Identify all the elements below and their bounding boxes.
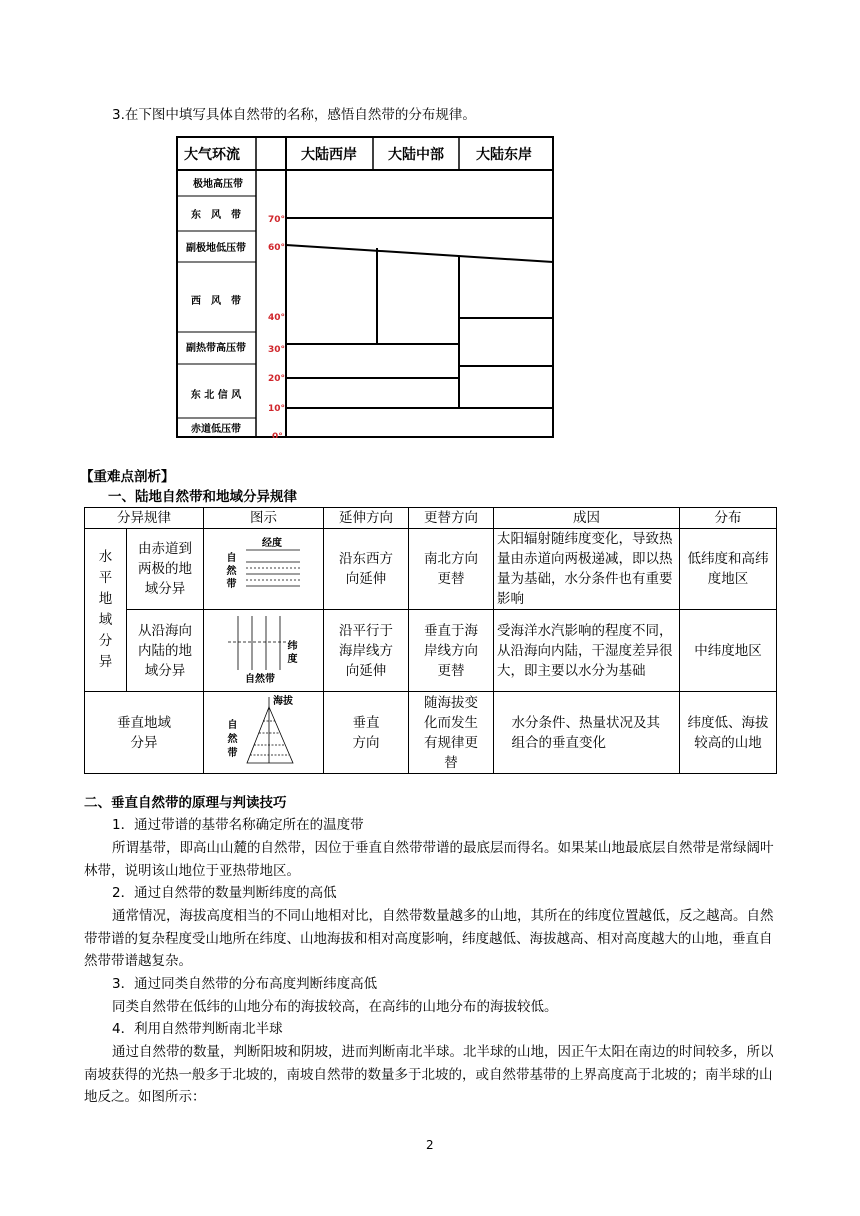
latitudinal-zonation-figure: 经度 自然带	[226, 538, 282, 590]
row3-type: 垂直地域分异	[85, 692, 204, 774]
row3-figure	[204, 692, 324, 774]
table-header: 分异规律	[85, 508, 204, 529]
belt-polar-easterlies: 东 风 带	[191, 210, 241, 221]
zonation-table	[84, 507, 777, 774]
row1-cause: 太阳辐射随纬度变化，导致热量由赤道向两极递减，即以热量为基础，水分条件也有重要影响	[494, 529, 680, 610]
point-2-title: 2．通过自然带的数量判断纬度的高低	[112, 885, 337, 901]
page-number: 2	[426, 1138, 434, 1152]
table-row	[85, 692, 777, 774]
row1-figure	[204, 529, 324, 610]
row2-distribution: 中纬度地区	[680, 610, 777, 692]
svg-text:海拔: 海拔	[272, 695, 293, 707]
lat-20-label: 20°	[268, 374, 286, 384]
point-2-body: 通常情况，海拔高度相当的不同山地相对比，自然带数量越多的山地，其所在的纬度位置越低，反之越高。自然带带谱的复杂程度受山地所在纬度、山地海拔和相对高度影响，纬度越低、海拔越高、相对高度越大的山地，垂直自然带带谱越复杂。	[84, 908, 774, 969]
table-header-row	[85, 508, 777, 529]
horizontal-zonation-cell	[85, 529, 127, 692]
row3-distribution: 纬度低、海拔较高的山地	[680, 692, 777, 774]
lat-70-label: 70°	[268, 215, 286, 225]
row3-replace: 随海拔变化而发生有规律更替	[409, 692, 494, 774]
subsection-heading-2: 二、垂直自然带的原理与判读技巧	[84, 795, 287, 811]
row3-extend: 垂直方向	[324, 692, 409, 774]
table-row	[85, 610, 777, 692]
lat-10-label: 10°	[268, 404, 286, 414]
horizontal-zonation-label: 水平地域分异	[98, 549, 113, 670]
lat-30-label: 30°	[268, 345, 286, 355]
table-header: 延伸方向	[324, 508, 409, 529]
header-atmosphere-circulation: 大气环流	[184, 147, 240, 163]
subsection-heading-1: 一、陆地自然带和地域分异规律	[108, 489, 297, 505]
table-header: 成因	[494, 508, 680, 529]
belt-polar-high: 极地高压带	[193, 179, 243, 190]
vertical-zonation-figure: 海拔 自然带	[223, 693, 305, 767]
table-header: 分布	[680, 508, 777, 529]
natural-zone-diagram	[176, 136, 554, 438]
belt-westerlies: 西 风 带	[191, 296, 241, 307]
svg-text:经度: 经度	[261, 538, 282, 549]
header-continent-east: 大陆东岸	[476, 147, 532, 163]
belt-subtropical-high: 副热带高压带	[186, 343, 246, 354]
point-4-title: 4．利用自然带判断南北半球	[112, 1021, 283, 1037]
lat-40-label: 40°	[268, 313, 286, 323]
row2-extend: 沿平行于海岸线方向延伸	[324, 610, 409, 692]
point-3-body: 同类自然带在低纬的山地分布的海拔较高，在高纬的山地分布的海拔较低。	[112, 999, 558, 1015]
row1-type: 由赤道到两极的地域分异	[127, 529, 204, 610]
lat-60-label: 60°	[268, 243, 286, 253]
belt-equatorial-low: 赤道低压带	[191, 424, 241, 435]
row1-replace: 南北方向更替	[409, 529, 494, 610]
row1-distribution: 低纬度和高纬度地区	[680, 529, 777, 610]
longitudinal-zonation-figure: 纬度 自然带	[244, 640, 297, 684]
point-3-title: 3．通过同类自然带的分布高度判断纬度高低	[112, 976, 378, 992]
point-1-title: 1．通过带谱的基带名称确定所在的温度带	[112, 817, 364, 833]
lat-0-label: 0°	[272, 432, 283, 438]
row2-type: 从沿海向内陆的地域分异	[127, 610, 204, 692]
point-1-body: 所谓基带，即高山山麓的自然带，因位于垂直自然带带谱的最底层而得名。如果某山地最底层自然带是常绿阔叶林带，说明该山地位于亚热带地区。	[84, 840, 774, 879]
row3-cause: 水分条件、热量状况及其组合的垂直变化	[494, 692, 680, 774]
header-continent-west: 大陆西岸	[301, 147, 357, 163]
svg-text:自然带: 自然带	[244, 673, 275, 684]
belt-ne-trades: 东 北 信 风	[190, 390, 242, 401]
table-row	[85, 529, 777, 610]
point-4-body: 通过自然带的数量，判断阳坡和阴坡，进而判断南北半球。北半球的山地，因正午太阳在南边的时间较多，所以南坡获得的光热一般多于北坡的，南坡自然带的数量多于北坡的，或自然带基带的上界高度高于北坡的；南半球的山地反之。如图所示：	[84, 1044, 774, 1105]
row2-figure	[204, 610, 324, 692]
row2-replace: 垂直于海岸线方向更替	[409, 610, 494, 692]
table-header: 更替方向	[409, 508, 494, 529]
row2-cause: 受海洋水汽影响的程度不同，从沿海向内陆，干湿度差异很大，即主要以水分为基础	[494, 610, 680, 692]
section-heading: 【重难点剖析】	[80, 469, 175, 485]
row1-extend: 沿东西方向延伸	[324, 529, 409, 610]
table-header: 图示	[204, 508, 324, 529]
header-continent-middle: 大陆中部	[388, 147, 444, 163]
question-text: 3.在下图中填写具体自然带的名称，感悟自然带的分布规律。	[112, 107, 476, 123]
belt-subpolar-low: 副极地低压带	[186, 243, 246, 254]
